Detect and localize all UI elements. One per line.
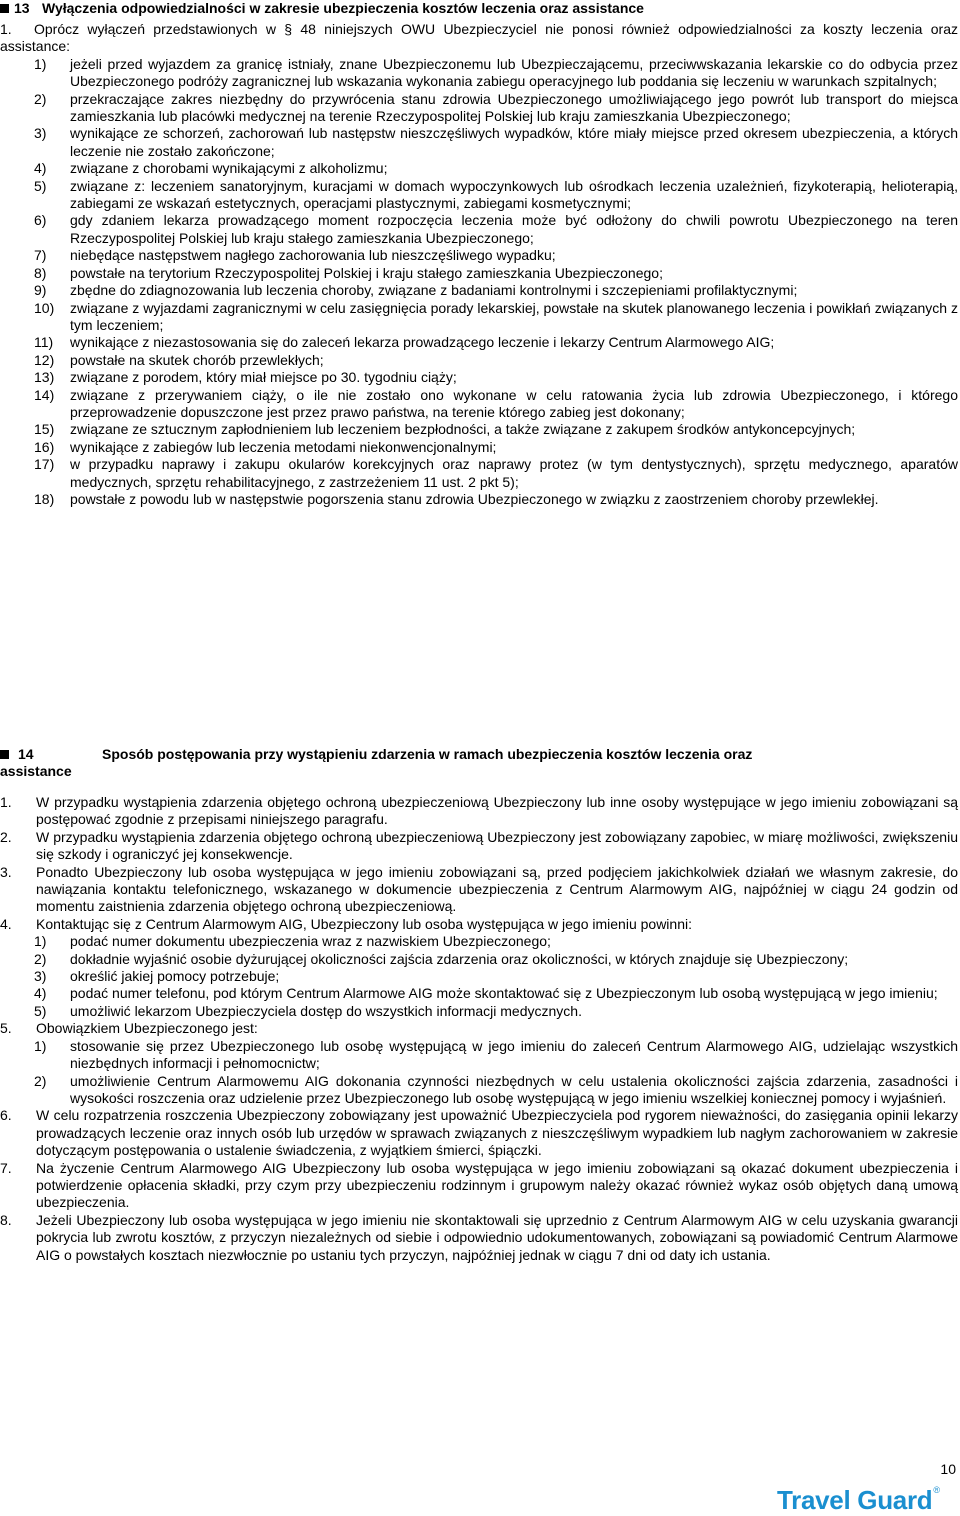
exclusion-item	[0, 352, 960, 369]
section-14-paragraph-8	[0, 1212, 960, 1264]
list-item-number: 9)	[34, 282, 47, 299]
list-item-number: 18)	[34, 490, 55, 507]
list-item-number: 15)	[34, 421, 55, 438]
exclusion-item	[0, 456, 960, 491]
contact-step-item	[0, 968, 960, 985]
list-item-number: 5)	[34, 1002, 47, 1019]
exclusion-item	[0, 491, 960, 508]
paragraph-number: 6.	[0, 1107, 12, 1124]
contact-steps-list	[0, 933, 960, 1020]
section-14-paragraph-7	[0, 1160, 960, 1212]
section-14-title-line1: Sposób postępowania przy wystąpieniu zdarzenia w ramach ubezpieczenia kosztów leczenia oraz	[102, 746, 753, 762]
list-item-text: podać numer telefonu, pod którym Centrum Alarmowe AIG może skontaktować się z Ubezpieczonym lub osobą występującą w jego imieniu;	[70, 985, 938, 1002]
exclusion-item	[0, 56, 960, 91]
list-item-text: związane ze sztucznym zapłodnieniem lub leczeniem bezpłodności, a także związane z zakupem środków antykoncepcyjnych;	[70, 421, 856, 438]
exclusion-item	[0, 160, 960, 177]
list-item-number: 3)	[34, 125, 47, 142]
list-item-text: związane z przerywaniem ciąży, o ile nie zostało ono wykonane w celu ratowania życia lub zdrowia Ubezpieczonego, i którego przeprowadzenie dopuszczone jest przez prawo państwa, na terenie którego zabieg jest dokonany;	[70, 386, 958, 420]
list-item-text: związane z: leczeniem sanatoryjnym, kuracjami w domach wypoczynkowych lub ośrodkach leczenia uzależnień, fizykoterapią, helioterapią, zabiegami ze wskazań estetycznych, operacjami plastycznymi, zabiegami kosmetycznymi;	[70, 177, 958, 212]
page-number: 10	[940, 1461, 956, 1477]
paragraph-text: Obowiązkiem Ubezpieczonego jest:	[36, 1020, 258, 1037]
list-item-number: 10)	[34, 299, 55, 316]
list-item-text: umożliwienie Centrum Alarmowemu AIG dokonania czynności niezbędnych w celu ustalenia okoliczności zajścia zdarzenia, zasadności i wysokości roszczenia oraz udzielenie przez Ubezpieczonego lub osobę występującą w jego imieniu wszelkiej koniecznej pomocy i wyjaśnień.	[70, 1072, 958, 1106]
logo-text: Travel Guard	[777, 1485, 933, 1515]
list-item-text: związane z porodem, który miał miejsce po 30. tygodniu ciąży;	[70, 369, 457, 386]
list-item-number: 4)	[34, 985, 47, 1002]
exclusion-item	[0, 178, 960, 213]
section-14-paragraph-1	[0, 794, 960, 829]
paragraph-number: 4.	[0, 915, 12, 932]
exclusion-item	[0, 265, 960, 282]
paragraph-text: W przypadku wystąpienia zdarzenia objętego ochroną ubezpieczeniową Ubezpieczony jest zobowiązany zapobiec, w miarę możliwości, zwiększeniu się szkody i ograniczyć jej konsekwencje.	[36, 828, 958, 863]
paragraph-number: 7.	[0, 1159, 12, 1176]
paragraph-number: 5.	[0, 1020, 12, 1037]
exclusion-item	[0, 247, 960, 264]
list-item-text: powstałe na skutek chorób przewlekłych;	[70, 351, 324, 368]
list-item-text: związane z wyjazdami zagranicznymi w celu zasięgnięcia porady lekarskiej, powstałe na skutek planowanego leczenia i powikłań związanych z tym leczeniem;	[70, 299, 958, 333]
list-item-text: wynikające z zabiegów lub leczenia metodami niekonwencjonalnymi;	[70, 438, 497, 455]
list-item-text: dokładnie wyjaśnić osobie dyżurującej okoliczności zajścia zdarzenia oraz okoliczności, w których znajduje się Ubezpieczony;	[70, 950, 849, 967]
list-item-text: gdy zdaniem lekarza prowadzącego moment rozpoczęcia leczenia może być odłożony do chwili powrotu Ubezpieczonego na teren Rzeczypospolitej Polskiej lub kraju stałego zamieszkania Ubezpieczonego;	[70, 212, 958, 246]
list-item-text: stosowanie się przez Ubezpieczonego lub osobę występującą w jego imieniu do zaleceń Centrum Alarmowego AIG, udzielając wszystkich niezbędnych informacji i pełnomocnictw;	[70, 1037, 958, 1072]
paragraph-number: 1.	[0, 794, 12, 810]
exclusion-item	[0, 212, 960, 247]
section-14-paragraph-5	[0, 1020, 960, 1037]
list-item-number: 1)	[34, 55, 47, 72]
list-item-text: niebędące następstwem nagłego zachorowania lub nieszczęśliwego wypadku;	[70, 247, 556, 264]
contact-step-item	[0, 1003, 960, 1020]
bullet-square-icon	[0, 4, 9, 13]
paragraph-number: 2.	[0, 828, 12, 845]
section-14-paragraph-6	[0, 1107, 960, 1159]
list-item-text: jeżeli przed wyjazdem za granicę istniały, znane Ubezpieczonemu lub Ubezpieczającemu, przeciwwskazania lekarskie co do odbycia przez Ubezpieczonego podróży zagranicznej lub wskazania wykonania zabiegu operacyjnego lub poddania się leczeniu w warunkach szpitalnych;	[70, 55, 958, 90]
paragraph-number: 3.	[0, 863, 12, 880]
exclusion-item	[0, 300, 960, 335]
section-13-heading	[0, 0, 960, 17]
paragraph-number: 8.	[0, 1211, 12, 1228]
list-item-number: 5)	[34, 177, 47, 194]
list-item-number: 1)	[34, 1037, 47, 1054]
list-item-number: 16)	[34, 438, 55, 455]
list-item-text: zbędne do zdiagnozowania lub leczenia choroby, związane z badaniami kontrolnymi i szczepieniami profilaktycznymi;	[70, 282, 798, 299]
contact-step-item	[0, 951, 960, 968]
list-item-text: powstałe z powodu lub w następstwie pogorszenia stanu zdrowia Ubezpieczonego w związku z zaostrzeniem choroby przewlekłej.	[70, 490, 879, 507]
exclusion-item	[0, 91, 960, 126]
contact-step-item	[0, 985, 960, 1002]
list-item-number: 2)	[34, 950, 47, 967]
list-item-number: 2)	[34, 90, 47, 107]
section-13-number: 13	[14, 0, 30, 16]
obligations-list	[0, 1038, 960, 1108]
list-item-number: 11)	[34, 334, 54, 351]
list-item-text: wynikające z niezastosowania się do zaleceń lekarza prowadzącego leczenie i lekarzy Centrum Alarmowego AIG;	[70, 334, 775, 351]
paragraph-text: Kontaktując się z Centrum Alarmowym AIG, Ubezpieczony lub osoba występująca w jego imieniu powinni:	[36, 915, 692, 932]
paragraph-text: W przypadku wystąpienia zdarzenia objętego ochroną ubezpieczeniową Ubezpieczony lub inne osoby występujące w jego imieniu zobowiązani są postępować zgodnie z przepisami niniejszego paragrafu.	[36, 794, 958, 828]
list-item-text: powstałe na terytorium Rzeczypospolitej Polskiej i kraju stałego zamieszkania Ubezpieczonego;	[70, 264, 663, 281]
section-13-body	[0, 21, 960, 508]
travel-guard-logo	[777, 1485, 940, 1515]
section-13-paragraph-1	[0, 21, 960, 56]
section-14-paragraph-4	[0, 916, 960, 933]
section-13-title: Wyłączenia odpowiedzialności w zakresie ubezpieczenia kosztów leczenia oraz assistance	[42, 0, 644, 16]
list-item-number: 14)	[34, 386, 55, 403]
exclusion-item	[0, 421, 960, 438]
section-14-number: 14	[18, 746, 34, 762]
list-item-number: 17)	[34, 456, 55, 473]
list-item-text: podać numer dokumentu ubezpieczenia wraz z nazwiskiem Ubezpieczonego;	[70, 933, 551, 950]
list-item-number: 13)	[34, 369, 55, 386]
list-item-number: 12)	[34, 351, 55, 368]
section-14-body	[0, 794, 960, 1264]
exclusion-item	[0, 369, 960, 386]
section-14-paragraph-3	[0, 864, 960, 916]
exclusion-item	[0, 387, 960, 422]
paragraph-text: Na życzenie Centrum Alarmowego AIG Ubezpieczony lub osoba występująca w jego imieniu zobowiązani są okazać dokument ubezpieczenia i potwierdzenie opłacenia składki, przy czym przy ubezpieczeniu rodzinnym i grupowym należy okazać również wykaz osób objętych daną umową ubezpieczenia.	[36, 1159, 958, 1211]
paragraph-text: W celu rozpatrzenia roszczenia Ubezpieczony zobowiązany jest upoważnić Ubezpieczyciela pod rygorem nieważności, do zasięgania opinii lekarzy prowadzących leczenie oraz innych osób lub urzędów w sprawach związanych z nieszczęśliwym wypadkiem lub nagłym zachorowaniem w zakresie dotyczącym postępowania o ustalenie świadczenia, z wyjątkiem śmierci, śpiączki.	[36, 1107, 958, 1159]
list-item-number: 6)	[34, 212, 47, 229]
paragraph-number: 1.	[0, 21, 12, 37]
paragraph-text: Oprócz wyłączeń przedstawionych w § 48 niniejszych OWU Ubezpieczyciel nie ponosi również odpowiedzialności za koszty leczenia oraz assistance:	[0, 21, 958, 55]
list-item-text: związane z chorobami wynikającymi z alkoholizmu;	[70, 160, 388, 177]
list-item-number: 8)	[34, 264, 47, 281]
paragraph-text: Ponadto Ubezpieczony lub osoba występująca w jego imieniu zobowiązani są, przed podjęciem jakichkolwiek działań we własnym zakresie, do nawiązania kontaktu telefonicznego, wskazanego w dokumencie ubezpieczenia z Centrum Alarmowym AIG, najpóźniej w ciągu 24 godzin od momentu zaistnienia zdarzenia objętego ochroną ubezpieczeniową.	[36, 863, 958, 915]
section-14-paragraph-2	[0, 829, 960, 864]
list-item-text: wynikające ze schorzeń, zachorowań lub następstw nieszczęśliwych wypadków, które miały miejsce przed okresem ubezpieczenia, a których leczenie nie zostało zakończone;	[70, 125, 958, 159]
list-item-text: w przypadku naprawy i zakupu okularów korekcyjnych oraz naprawy protez (w tym dentystycznych), sprzętu medycznego, aparatów medycznych, sprzętu rehabilitacyjnego, z zastrzeżeniem 11 ust. 2 pkt 5);	[70, 456, 958, 490]
list-item-number: 4)	[34, 160, 47, 177]
list-item-number: 1)	[34, 933, 47, 950]
contact-step-item	[0, 933, 960, 950]
exclusion-item	[0, 334, 960, 351]
exclusion-item	[0, 282, 960, 299]
paragraph-text: Jeżeli Ubezpieczony lub osoba występująca w jego imieniu nie skontaktowali się uprzednio z Centrum Alarmowym AIG w celu uzyskania gwarancji pokrycia lub zwrotu kosztów, z przyczyn niezależnych od siebie i odpowiednio udokumentowanych, zobowiązani są powiadomić Centrum Alarmowe AIG o powstałych kosztach niezwłocznie po ustaniu tych przyczyn, najpóźniej jednak w ciągu 7 dni od daty ich ustania.	[36, 1211, 958, 1263]
section-14-heading	[0, 746, 960, 781]
exclusion-item	[0, 439, 960, 456]
section-14-title-line2: assistance	[0, 763, 72, 780]
exclusion-item	[0, 125, 960, 160]
list-item-text: przekraczające zakres niezbędny do przywrócenia stanu zdrowia Ubezpieczonego umożliwiającego jego powrót lub transport do miejsca zamieszkania lub placówki medycznej na terenie Rzeczypospolitej Polskiej lub kraju zamieszkania Ubezpieczonego;	[70, 90, 958, 125]
bullet-square-icon	[0, 750, 9, 759]
registered-mark-icon: ®	[933, 1485, 940, 1495]
list-item-text: umożliwić lekarzom Ubezpieczyciela dostęp do wszystkich informacji medycznych.	[70, 1002, 582, 1019]
exclusions-list	[0, 56, 960, 509]
list-item-number: 7)	[34, 247, 47, 264]
list-item-text: określić jakiej pomocy potrzebuje;	[70, 968, 280, 985]
obligation-item	[0, 1073, 960, 1108]
list-item-number: 3)	[34, 968, 47, 985]
obligation-item	[0, 1038, 960, 1073]
list-item-number: 2)	[34, 1072, 47, 1089]
